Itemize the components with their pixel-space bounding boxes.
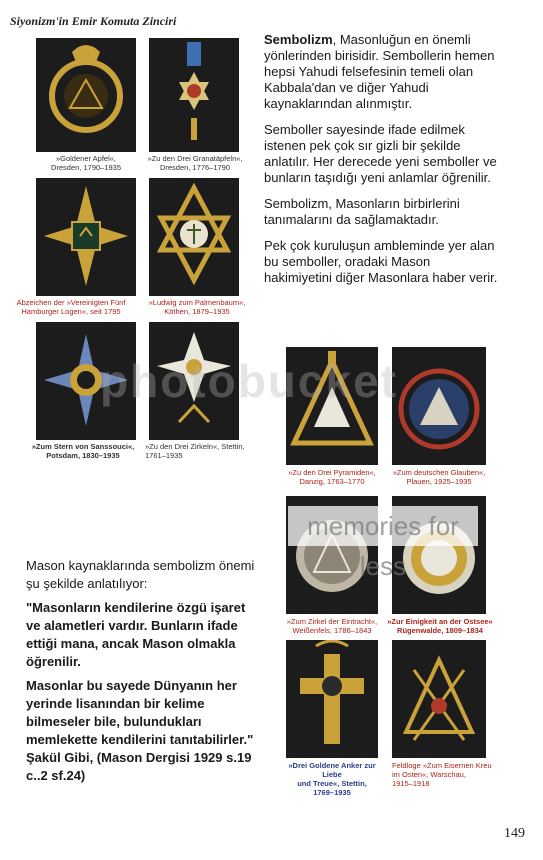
medal-image-granataepfel <box>149 38 239 152</box>
paragraph-amblem: Pek çok kuruluşun ambleminde yer alan bu semboller, oradaki Mason hakimiyetini diğer Masonlara haber verir. <box>264 238 498 285</box>
medal-image-drei-goldene-anker <box>286 640 378 758</box>
medal-image-deutschen-glauben <box>392 347 486 465</box>
caption-deutschen-glauben: »Zum deutschen Glauben«, Plauen, 1925–1935 <box>392 468 486 486</box>
body-text-column <box>264 32 500 296</box>
caption-fuenf-logen: Abzeichen der »Vereinigten Fünf Hamburger Logen«, seit 1795 <box>16 298 126 316</box>
caption-eisernen-kreuz: Feldloge »Zum Eisernen Kreu im Osten«, Warschau, 1915–1918 <box>392 761 492 788</box>
medal-image-palmenbaum <box>149 178 239 296</box>
paragraph-semboller: Semboller sayesinde ifade edilmek istenen pek çok sır gizli bir şekilde anlatılır. Her derecede yeni semboller ve bunların taşıdığı yeni anlamlar öğrenilir. <box>264 122 497 185</box>
caption-granataepfel: »Zu den Drei Granatäpfeln«, Dresden, 1776–1790 <box>147 154 243 172</box>
quote-block <box>26 557 256 791</box>
paragraph-sembolizm: Sembolizm, Masonluğun en önemli yönlerinden birisidir. Sembollerin hemen hepsi Yahudi felsefesinin temeli olan Kabbala'dan ve diğer Yahudi kaynaklarından alınmıştır. <box>264 32 495 111</box>
caption-stern-von-sanssouci: »Zum Stern von Sanssouci«, Potsdam, 1830–1935 <box>31 442 135 460</box>
page-number: 149 <box>504 826 525 841</box>
caption-drei-zirkeln: »Zu den Drei Zirkeln«, Stettin, 1761–1935 <box>145 442 245 460</box>
caption-einigkeit-ostsee: »Zur Einigkeit an der Ostsee« Rügenwalde, 1809–1834 <box>387 617 493 635</box>
watermark-photobucket: photobucket <box>100 355 398 407</box>
paragraph-tanima: Sembolizm, Masonların birbirlerini tanımalarını da sağlamaktadır. <box>264 196 460 227</box>
medal-image-eisernen-kreuz <box>392 640 486 758</box>
watermark-memories: memories for less <box>288 506 478 546</box>
running-header: Siyonizm'in Emir Komuta Zinciri <box>10 14 177 28</box>
quote-paragraph-1: "Masonların kendilerine özgü işaret ve alametleri vardır. Bunların ifade ettiği mana, ancak Mason olmakla öğrenilir. <box>26 600 246 669</box>
caption-drei-pyramiden: »Zu den Drei Pyramiden«, Danzig, 1763–1770 <box>288 468 376 486</box>
medal-image-fuenf-logen <box>36 178 136 296</box>
quote-intro: Mason kaynaklarında sembolizm önemi şu şekilde anlatılıyor: <box>26 558 255 591</box>
caption-goldener-apfel: »Goldener Apfel«, Dresden, 1790–1935 <box>50 154 122 172</box>
quote-paragraph-2: Masonlar bu sayede Dünyanın her yerinde lisanından bir kelime bilmeseler bile, bulundukları memlekette kendilerini tanıtabilirler." Şakül Gibi, (Mason Dergisi 1929 s.19 c..2 sf.24) <box>26 678 254 783</box>
caption-zirkel-der-eintracht: »Zum Zirkel der Eintracht«, Weißenfels, 1786–1843 <box>286 617 378 635</box>
caption-palmenbaum: »Ludwig zum Palmenbaum«, Köthen, 1879–1935 <box>148 298 246 316</box>
caption-drei-goldene-anker: »Drei Goldene Anker zur Liebe und Treue«, Stettin, 1769–1935 <box>288 761 376 797</box>
medal-image-goldener-apfel <box>36 38 136 152</box>
